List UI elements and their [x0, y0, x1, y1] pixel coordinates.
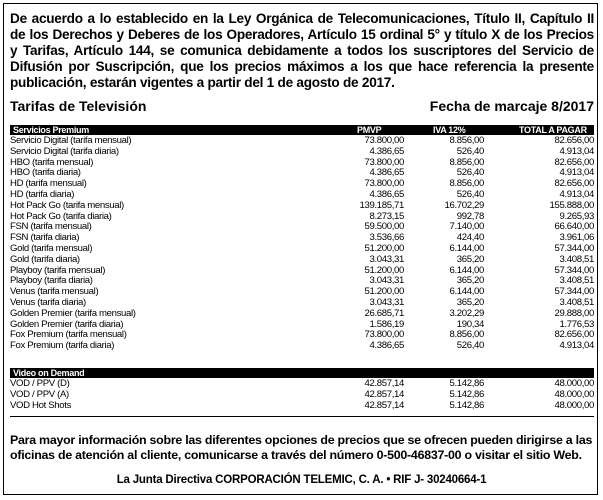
- service-name-cell: Venus (tarifa diaria): [10, 296, 86, 308]
- iva-cell: 365,20: [456, 275, 484, 287]
- service-name-cell: HD (tarifa diaria): [10, 188, 75, 200]
- pmvp-cell: 3.043,31: [369, 253, 404, 265]
- service-name-cell: Playboy (tarifa diaria): [10, 275, 93, 287]
- premium-header-label: Servicios Premium: [13, 125, 89, 135]
- table-row: [10, 233, 594, 244]
- total-cell: 9.265,93: [559, 210, 594, 222]
- service-name-cell: Golden Premier (tarifa diaria): [10, 318, 124, 330]
- pmvp-cell: 51.200,00: [364, 264, 404, 276]
- table-row: [10, 158, 594, 169]
- vod-header-label: Video on Demand: [13, 368, 85, 378]
- total-cell: 1.776,53: [559, 318, 594, 330]
- premium-section-header: [10, 125, 594, 135]
- table-row: [10, 341, 594, 352]
- iva-cell: 190,34: [456, 318, 484, 330]
- total-cell: 48.000,00: [554, 399, 594, 411]
- service-name-cell: VOD Hot Shots: [10, 399, 72, 411]
- pmvp-cell: 59.500,00: [364, 221, 404, 233]
- iva-cell: 526,40: [456, 145, 484, 157]
- pmvp-cell: 1.586,19: [369, 318, 404, 330]
- total-cell: 4.913,04: [559, 167, 594, 179]
- table-row: [10, 379, 594, 390]
- service-name-cell: Playboy (tarifa mensual): [10, 264, 106, 276]
- service-name-cell: HD (tarifa mensual): [10, 178, 87, 190]
- total-cell: 4.913,04: [559, 188, 594, 200]
- total-cell: 3.961,06: [559, 232, 594, 244]
- table-row: [10, 179, 594, 190]
- total-cell: 29.888,00: [554, 307, 594, 319]
- table-row: [10, 255, 594, 266]
- total-column-header: TOTAL A PAGAR: [519, 125, 587, 135]
- iva-cell: 6.144,00: [449, 286, 484, 298]
- pmvp-cell: 73.800,00: [364, 156, 404, 168]
- pmvp-cell: 42.857,14: [364, 388, 404, 400]
- iva-cell: 6.144,00: [449, 242, 484, 254]
- service-name-cell: HBO (tarifa diaria): [10, 167, 81, 179]
- total-cell: 48.000,00: [554, 378, 594, 389]
- iva-cell: 5.142,86: [449, 378, 484, 389]
- pmvp-cell: 42.857,14: [364, 399, 404, 411]
- footer-paragraph: Para mayor información sobre las diferentes opciones de precios que se ofrecen pueden dirigirse a las oficinas de atención al cliente, comunicarse a través del número 0-500-46837-00 o visitar el sitio Web.: [10, 433, 593, 462]
- service-name-cell: Servicio Digital (tarifa diaria): [10, 145, 119, 157]
- table-row: [10, 222, 594, 233]
- vod-section-header: [10, 368, 594, 378]
- service-name-cell: Servicio Digital (tarifa mensual): [10, 135, 132, 146]
- total-cell: 3.408,51: [559, 275, 594, 287]
- pmvp-cell: 26.685,71: [364, 307, 404, 319]
- table-title: Tarifas de Televisión: [10, 98, 147, 114]
- iva-cell: 7.140,00: [449, 221, 484, 233]
- iva-cell: 8.856,00: [449, 329, 484, 341]
- table-row: [10, 266, 594, 277]
- total-cell: 57.344,00: [554, 264, 594, 276]
- total-cell: 82.656,00: [554, 329, 594, 341]
- pmvp-cell: 51.200,00: [364, 242, 404, 254]
- table-row: [10, 168, 594, 179]
- total-cell: 4.913,04: [559, 340, 594, 352]
- iva-cell: 8.856,00: [449, 178, 484, 190]
- service-name-cell: VOD / PPV (D): [10, 378, 70, 389]
- total-cell: 57.344,00: [554, 286, 594, 298]
- iva-cell: 365,20: [456, 253, 484, 265]
- service-name-cell: HBO (tarifa mensual): [10, 156, 94, 168]
- table-row: [10, 212, 594, 223]
- table-row: [10, 401, 594, 412]
- service-name-cell: Golden Premier (tarifa mensual): [10, 307, 136, 319]
- service-name-cell: VOD / PPV (A): [10, 388, 69, 400]
- total-cell: 57.344,00: [554, 242, 594, 254]
- iva-cell: 5.142,86: [449, 399, 484, 411]
- iva-cell: 526,40: [456, 167, 484, 179]
- service-name-cell: Fox Premium (tarifa diaria): [10, 340, 115, 352]
- pmvp-cell: 73.800,00: [364, 329, 404, 341]
- service-name-cell: FSN (tarifa mensual): [10, 221, 92, 233]
- table-row: [10, 244, 594, 255]
- iva-cell: 365,20: [456, 296, 484, 308]
- iva-cell: 6.144,00: [449, 264, 484, 276]
- pmvp-cell: 3.043,31: [369, 275, 404, 287]
- iva-cell: 16.702,29: [444, 199, 484, 211]
- iva-column-header: IVA 12%: [433, 125, 466, 135]
- tariff-date: Fecha de marcaje 8/2017: [429, 98, 594, 114]
- service-name-cell: Venus (tarifa mensual): [10, 286, 99, 298]
- pmvp-cell: 73.800,00: [364, 178, 404, 190]
- pmvp-cell: 42.857,14: [364, 378, 404, 389]
- iva-cell: 992,78: [456, 210, 484, 222]
- pmvp-cell: 3.536,66: [369, 232, 404, 244]
- total-cell: 3.408,51: [559, 296, 594, 308]
- pmvp-cell: 3.043,31: [369, 296, 404, 308]
- total-cell: 82.656,00: [554, 178, 594, 190]
- table-bottom-rule: [10, 416, 594, 417]
- total-cell: 3.408,51: [559, 253, 594, 265]
- iva-cell: 3.202,29: [449, 307, 484, 319]
- table-row: [10, 201, 594, 212]
- pmvp-cell: 4.386,65: [369, 145, 404, 157]
- service-name-cell: Hot Pack Go (tarifa diaria): [10, 210, 112, 222]
- pmvp-cell: 4.386,65: [369, 188, 404, 200]
- service-name-cell: Fox Premium (tarifa mensual): [10, 329, 127, 341]
- iva-cell: 8.856,00: [449, 156, 484, 168]
- iva-cell: 526,40: [456, 340, 484, 352]
- iva-cell: 5.142,86: [449, 388, 484, 400]
- pmvp-cell: 8.273,15: [369, 210, 404, 222]
- total-cell: 155.888,00: [549, 199, 594, 211]
- premium-rows: [10, 136, 594, 352]
- service-name-cell: FSN (tarifa diaria): [10, 232, 80, 244]
- table-row: [10, 147, 594, 158]
- total-cell: 82.656,00: [554, 156, 594, 168]
- pmvp-cell: 4.386,65: [369, 340, 404, 352]
- service-name-cell: Hot Pack Go (tarifa mensual): [10, 199, 124, 211]
- pmvp-cell: 51.200,00: [364, 286, 404, 298]
- intro-paragraph: De acuerdo a lo establecido en la Ley Orgánica de Telecomunicaciones, Título II, Capítulo II de los Derechos y Deberes de los Operadores, Artículo 15 ordinal 5° y título X de los Precios y Tarifas, Artículo 144, se comunica debidamente a todos los suscriptores del Servicio de Difusión por Suscripción, que los precios máximos a los que hace referencia la presente publicación, estarán vigentes a partir del 1 de agosto de 2017.: [10, 11, 594, 90]
- pmvp-cell: 73.800,00: [364, 135, 404, 146]
- vod-rows: [10, 379, 594, 411]
- pmvp-cell: 139.185,71: [359, 199, 404, 211]
- iva-cell: 8.856,00: [449, 135, 484, 146]
- pmvp-column-header: PMVP: [357, 125, 382, 135]
- pmvp-cell: 4.386,65: [369, 167, 404, 179]
- table-row: [10, 390, 594, 401]
- iva-cell: 526,40: [456, 188, 484, 200]
- signature-line: La Junta Directiva CORPORACIÓN TELEMIC, C. A. • RIF J- 30240664-1: [116, 474, 487, 486]
- table-row: [10, 309, 594, 320]
- service-name-cell: Gold (tarifa mensual): [10, 242, 93, 254]
- service-name-cell: Gold (tarifa diaria): [10, 253, 80, 265]
- total-cell: 4.913,04: [559, 145, 594, 157]
- total-cell: 82.656,00: [554, 135, 594, 146]
- iva-cell: 424,40: [456, 232, 484, 244]
- total-cell: 66.640,00: [554, 221, 594, 233]
- total-cell: 48.000,00: [554, 388, 594, 400]
- table-row: [10, 287, 594, 298]
- table-headings: [10, 98, 594, 116]
